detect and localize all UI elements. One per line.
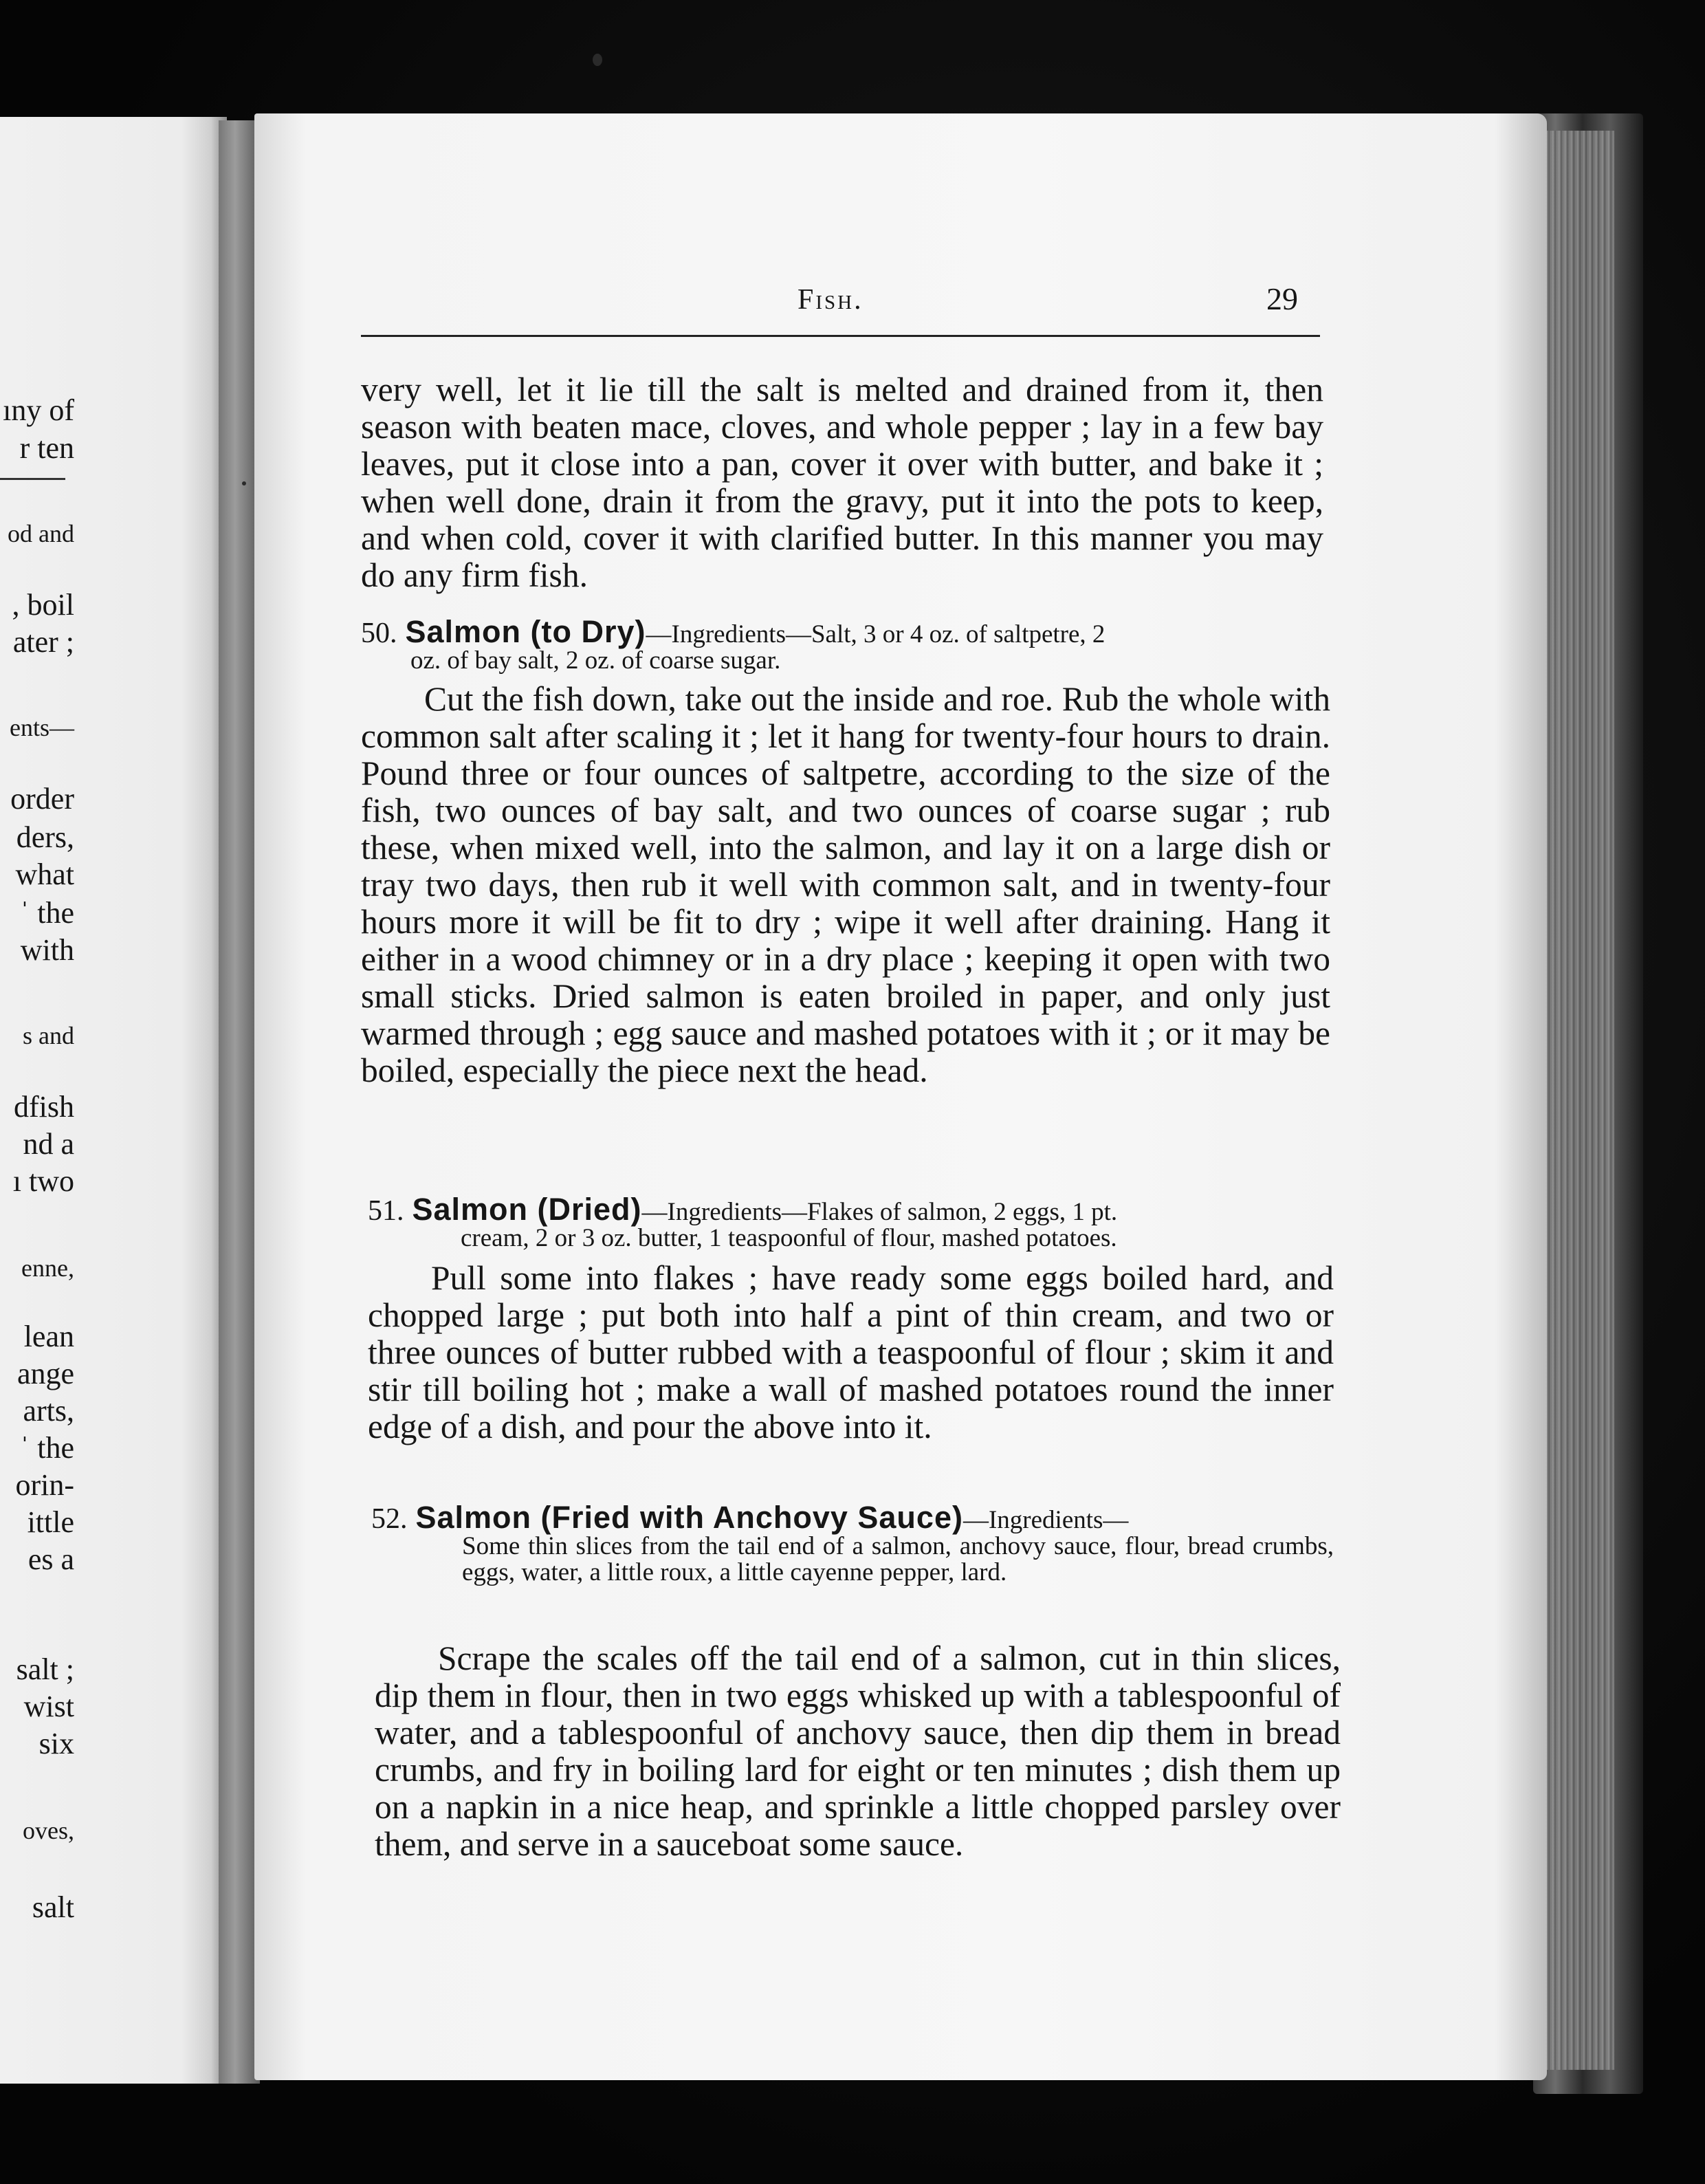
left-page-text-fragment: ˈ the bbox=[19, 1431, 74, 1465]
recipe-ingredients-cont: oz. of bay salt, 2 oz. of coarse sugar. bbox=[410, 646, 781, 675]
recipe-ingredients: —Ingredients— bbox=[962, 1506, 1129, 1534]
recipe-ingredients: —Ingredients—Flakes of salmon, 2 eggs, 1 pt. bbox=[641, 1198, 1118, 1226]
left-page-text-fragment: ı two bbox=[12, 1164, 74, 1198]
recipe-method: Pull some into flakes ; have ready some eggs boiled hard, and chopped large ; put both into half a pint of thin cream, and two or three ounces of butter rubbed with a teaspoonful of flour ; skim it and stir till boiling hot ; make a wall of mashed potatoes round the inner edge of a dish, and pour the above into it. bbox=[368, 1259, 1334, 1445]
recipe-50-heading bbox=[361, 614, 1323, 675]
header-rule bbox=[361, 335, 1320, 337]
recipe-number: 50. bbox=[361, 618, 397, 649]
intro-paragraph: very well, let it lie till the salt is melted and drained from it, then season with beaten mace, cloves, and whole pepper ; lay in a few bay leaves, put it close into a pan, cover it over with butter, and bake it ; when well done, drain it from the gravy, put it into the pots to keep, and when cold, cover it with clarified butter. In this manner you may do any firm fish. bbox=[361, 371, 1323, 594]
left-page-text-fragment: , boil bbox=[12, 588, 74, 622]
recipe-52-method-block bbox=[375, 1640, 1341, 1863]
left-page-text-fragment: ents— bbox=[10, 714, 74, 741]
recipe-number: 51. bbox=[368, 1195, 404, 1227]
left-page-text-fragment: what bbox=[15, 858, 74, 891]
left-page-text-fragment: enne, bbox=[21, 1254, 74, 1282]
left-page-text-fragment: ange bbox=[16, 1357, 74, 1390]
left-page-text-fragment: dfish bbox=[14, 1090, 74, 1124]
recipe-title: Salmon (Dried) bbox=[412, 1192, 642, 1227]
left-page-text-fragment: oves, bbox=[23, 1817, 74, 1844]
left-page-text-fragment: nd a bbox=[23, 1127, 74, 1161]
recipe-51-method-block bbox=[368, 1260, 1334, 1445]
recipe-50-method-block bbox=[361, 681, 1330, 1089]
recipe-51-heading bbox=[368, 1192, 1330, 1252]
left-page-text-fragment: r ten bbox=[19, 431, 74, 465]
left-page-text-fragment: with bbox=[20, 933, 74, 967]
left-page-text-fragment: order bbox=[10, 782, 74, 816]
left-page-text-fragment: s and bbox=[23, 1022, 74, 1049]
left-page-text-fragment: six bbox=[38, 1727, 74, 1760]
recipe-ingredients: —Ingredients—Salt, 3 or 4 oz. of saltpetre, 2 bbox=[646, 620, 1106, 648]
left-page-text-fragment: orin- bbox=[15, 1468, 74, 1502]
recipe-method: Scrape the scales off the tail end of a salmon, cut in thin slices, dip them in flour, then in two eggs whisked up with a tablespoonful of water, and a tablespoonful of anchovy sauce, then dip them in bread crumbs, and fry in boiling lard for eight or ten minutes ; dish them up on a napkin in a nice heap, and sprinkle a little chopped parsley over them, and serve in a sauceboat some sauce. bbox=[375, 1639, 1341, 1863]
left-page-text-fragment: es a bbox=[28, 1542, 74, 1576]
recipe-52-heading bbox=[371, 1500, 1334, 1586]
recipe-method: Cut the fish down, take out the inside and roe. Rub the whole with common salt after scaling it ; let it hang for twenty-four hours to drain. Pound three or four ounces of saltpetre, according to the size of the fish, two ounces of bay salt, and two ounces of coarse sugar ; rub these, when mixed well, into the salmon, and lay it on a large dish or tray two days, then rub it well with common salt, and in twenty-four hours more it will be fit to dry ; wipe it well after draining. Hang it either in a wood chimney or in a dry place ; keeping it open with two small sticks. Dried salmon is eaten broiled in paper, and only just warmed through ; egg sauce and mashed potatoes with it ; or it may be boiled, especially the piece next the head. bbox=[361, 680, 1330, 1089]
left-page-text-fragment: ˈ the bbox=[19, 896, 74, 930]
recipe-number: 52. bbox=[371, 1503, 408, 1535]
left-page-text-fragment: ıny of bbox=[3, 393, 74, 427]
recipe-title: Salmon (to Dry) bbox=[405, 614, 646, 649]
left-page-text-fragment: wist bbox=[23, 1690, 74, 1723]
left-page-text-fragment: ders, bbox=[16, 820, 74, 854]
recipe-title: Salmon (Fried with Anchovy Sauce) bbox=[415, 1500, 963, 1535]
recipe-ingredients-cont: Some thin slices from the tail end of a salmon, anchovy sauce, flour, bread crumbs, eggs, water, a little roux, a little cayenne pepper, lard. bbox=[462, 1532, 1334, 1586]
intro-paragraph-block bbox=[361, 371, 1323, 594]
left-page-header-rule bbox=[0, 478, 65, 480]
recipe-ingredients-cont: cream, 2 or 3 oz. butter, 1 teaspoonful of flour, mashed potatoes. bbox=[461, 1224, 1117, 1252]
running-head-title: Fish. bbox=[798, 284, 864, 316]
page-stack-edge bbox=[1539, 131, 1614, 2070]
page-number: 29 bbox=[1266, 281, 1298, 316]
book-gutter bbox=[219, 120, 260, 2084]
scan-speck bbox=[593, 54, 602, 66]
left-page-text-fragment: lean bbox=[23, 1320, 74, 1353]
left-page-text-fragment: ittle bbox=[27, 1505, 74, 1539]
left-page-text-fragment: arts, bbox=[23, 1394, 74, 1428]
scan-speck bbox=[242, 481, 246, 485]
left-page-text-fragment: salt ; bbox=[16, 1652, 74, 1686]
left-page-text-fragment: od and bbox=[8, 520, 74, 547]
left-page-text-fragment: ater ; bbox=[12, 625, 74, 659]
left-page-text-fragment: salt bbox=[32, 1890, 74, 1924]
left-page bbox=[0, 117, 227, 2084]
